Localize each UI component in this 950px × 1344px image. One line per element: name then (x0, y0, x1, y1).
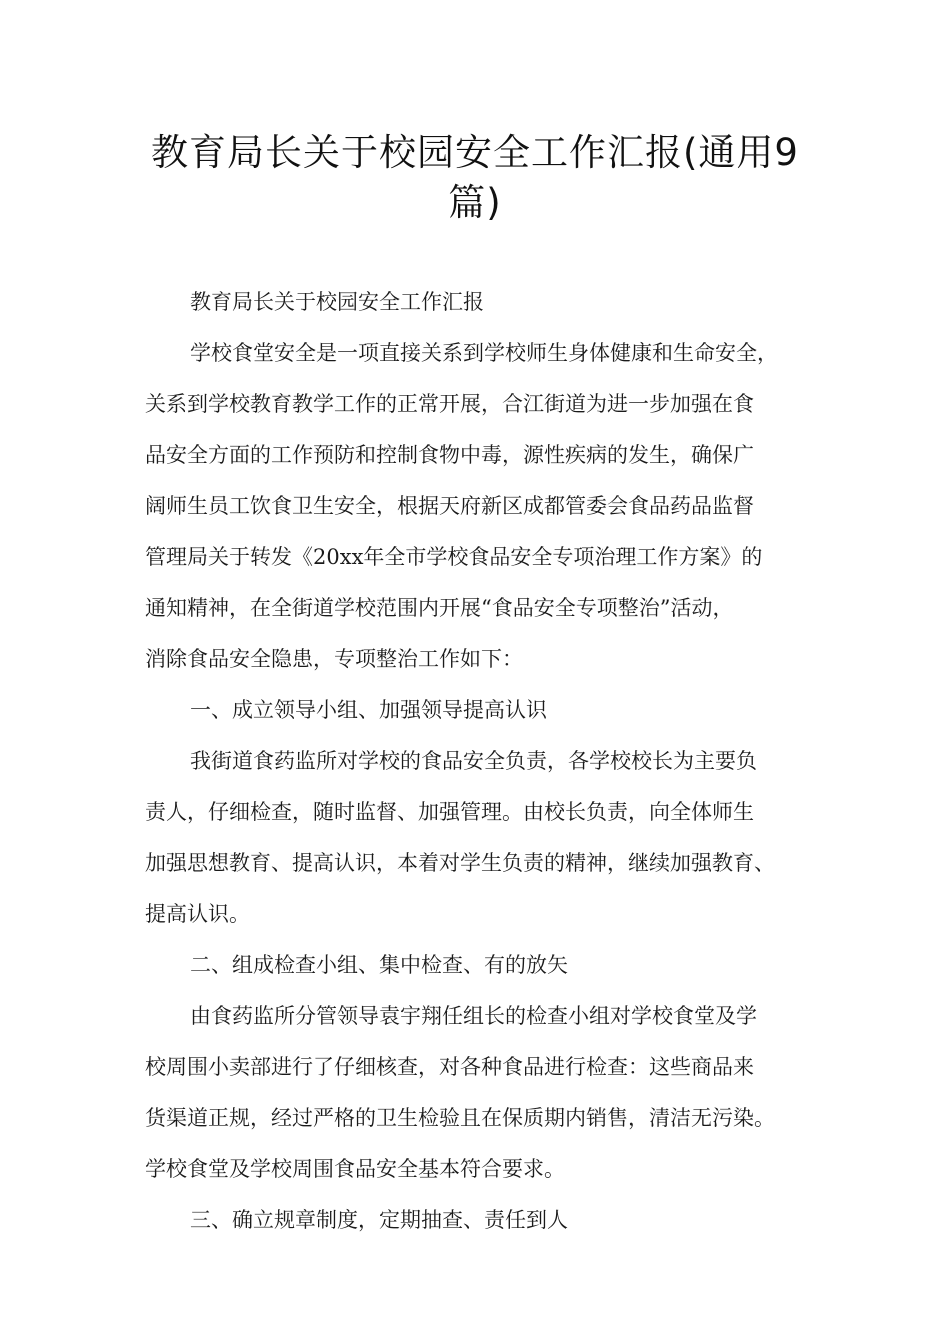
paragraph-line: 提高认识。 (145, 902, 250, 926)
paragraph-line: 关系到学校教育教学工作的正常开展，合江街道为进一步加强在食 (145, 392, 754, 416)
paragraph-line: 学校食堂安全是一项直接关系到学校师生身体健康和生命安全， (190, 341, 778, 365)
title-line-2: 篇) (448, 181, 502, 224)
paragraph-line: 加强思想教育、提高认识，本着对学生负责的精神，继续加强教育、 (145, 851, 775, 875)
paragraph-line: 校周围小卖部进行了仔细核查，对各种食品进行检查：这些商品来 (145, 1055, 754, 1079)
paragraph-line: 消除食品安全隐患，专项整治工作如下： (145, 647, 523, 671)
document-title (120, 128, 830, 228)
title-line-1: 教育局长关于校园安全工作汇报(通用9 (151, 131, 799, 174)
paragraph-line: 由食药监所分管领导袁宇翔任组长的检查小组对学校食堂及学 (190, 1004, 757, 1028)
paragraph-line: 品安全方面的工作预防和控制食物中毒，源性疾病的发生，确保广 (145, 443, 754, 467)
paragraph-line: 教育局长关于校园安全工作汇报 (190, 290, 484, 314)
paragraph-line: 一、成立领导小组、加强领导提高认识 (190, 698, 547, 722)
paragraph-line: 学校食堂及学校周围食品安全基本符合要求。 (145, 1157, 565, 1181)
document-body (145, 282, 835, 1251)
paragraph-line: 货渠道正规，经过严格的卫生检验且在保质期内销售，清洁无污染。 (145, 1106, 775, 1130)
paragraph-line: 三、确立规章制度，定期抽查、责任到人 (190, 1208, 568, 1232)
paragraph-line: 我街道食药监所对学校的食品安全负责，各学校校长为主要负 (190, 749, 757, 773)
paragraph-line: 通知精神，在全街道学校范围内开展“食品安全专项整治”活动， (145, 596, 734, 620)
paragraph-line: 责人，仔细检查，随时监督、加强管理。由校长负责，向全体师生 (145, 800, 754, 824)
paragraph-line: 阔师生员工饮食卫生安全，根据天府新区成都管委会食品药品监督 (145, 494, 754, 518)
paragraph-line: 二、组成检查小组、集中检查、有的放矢 (190, 953, 568, 977)
paragraph-line: 管理局关于转发《20xx年全市学校食品安全专项治理工作方案》的 (145, 545, 763, 569)
